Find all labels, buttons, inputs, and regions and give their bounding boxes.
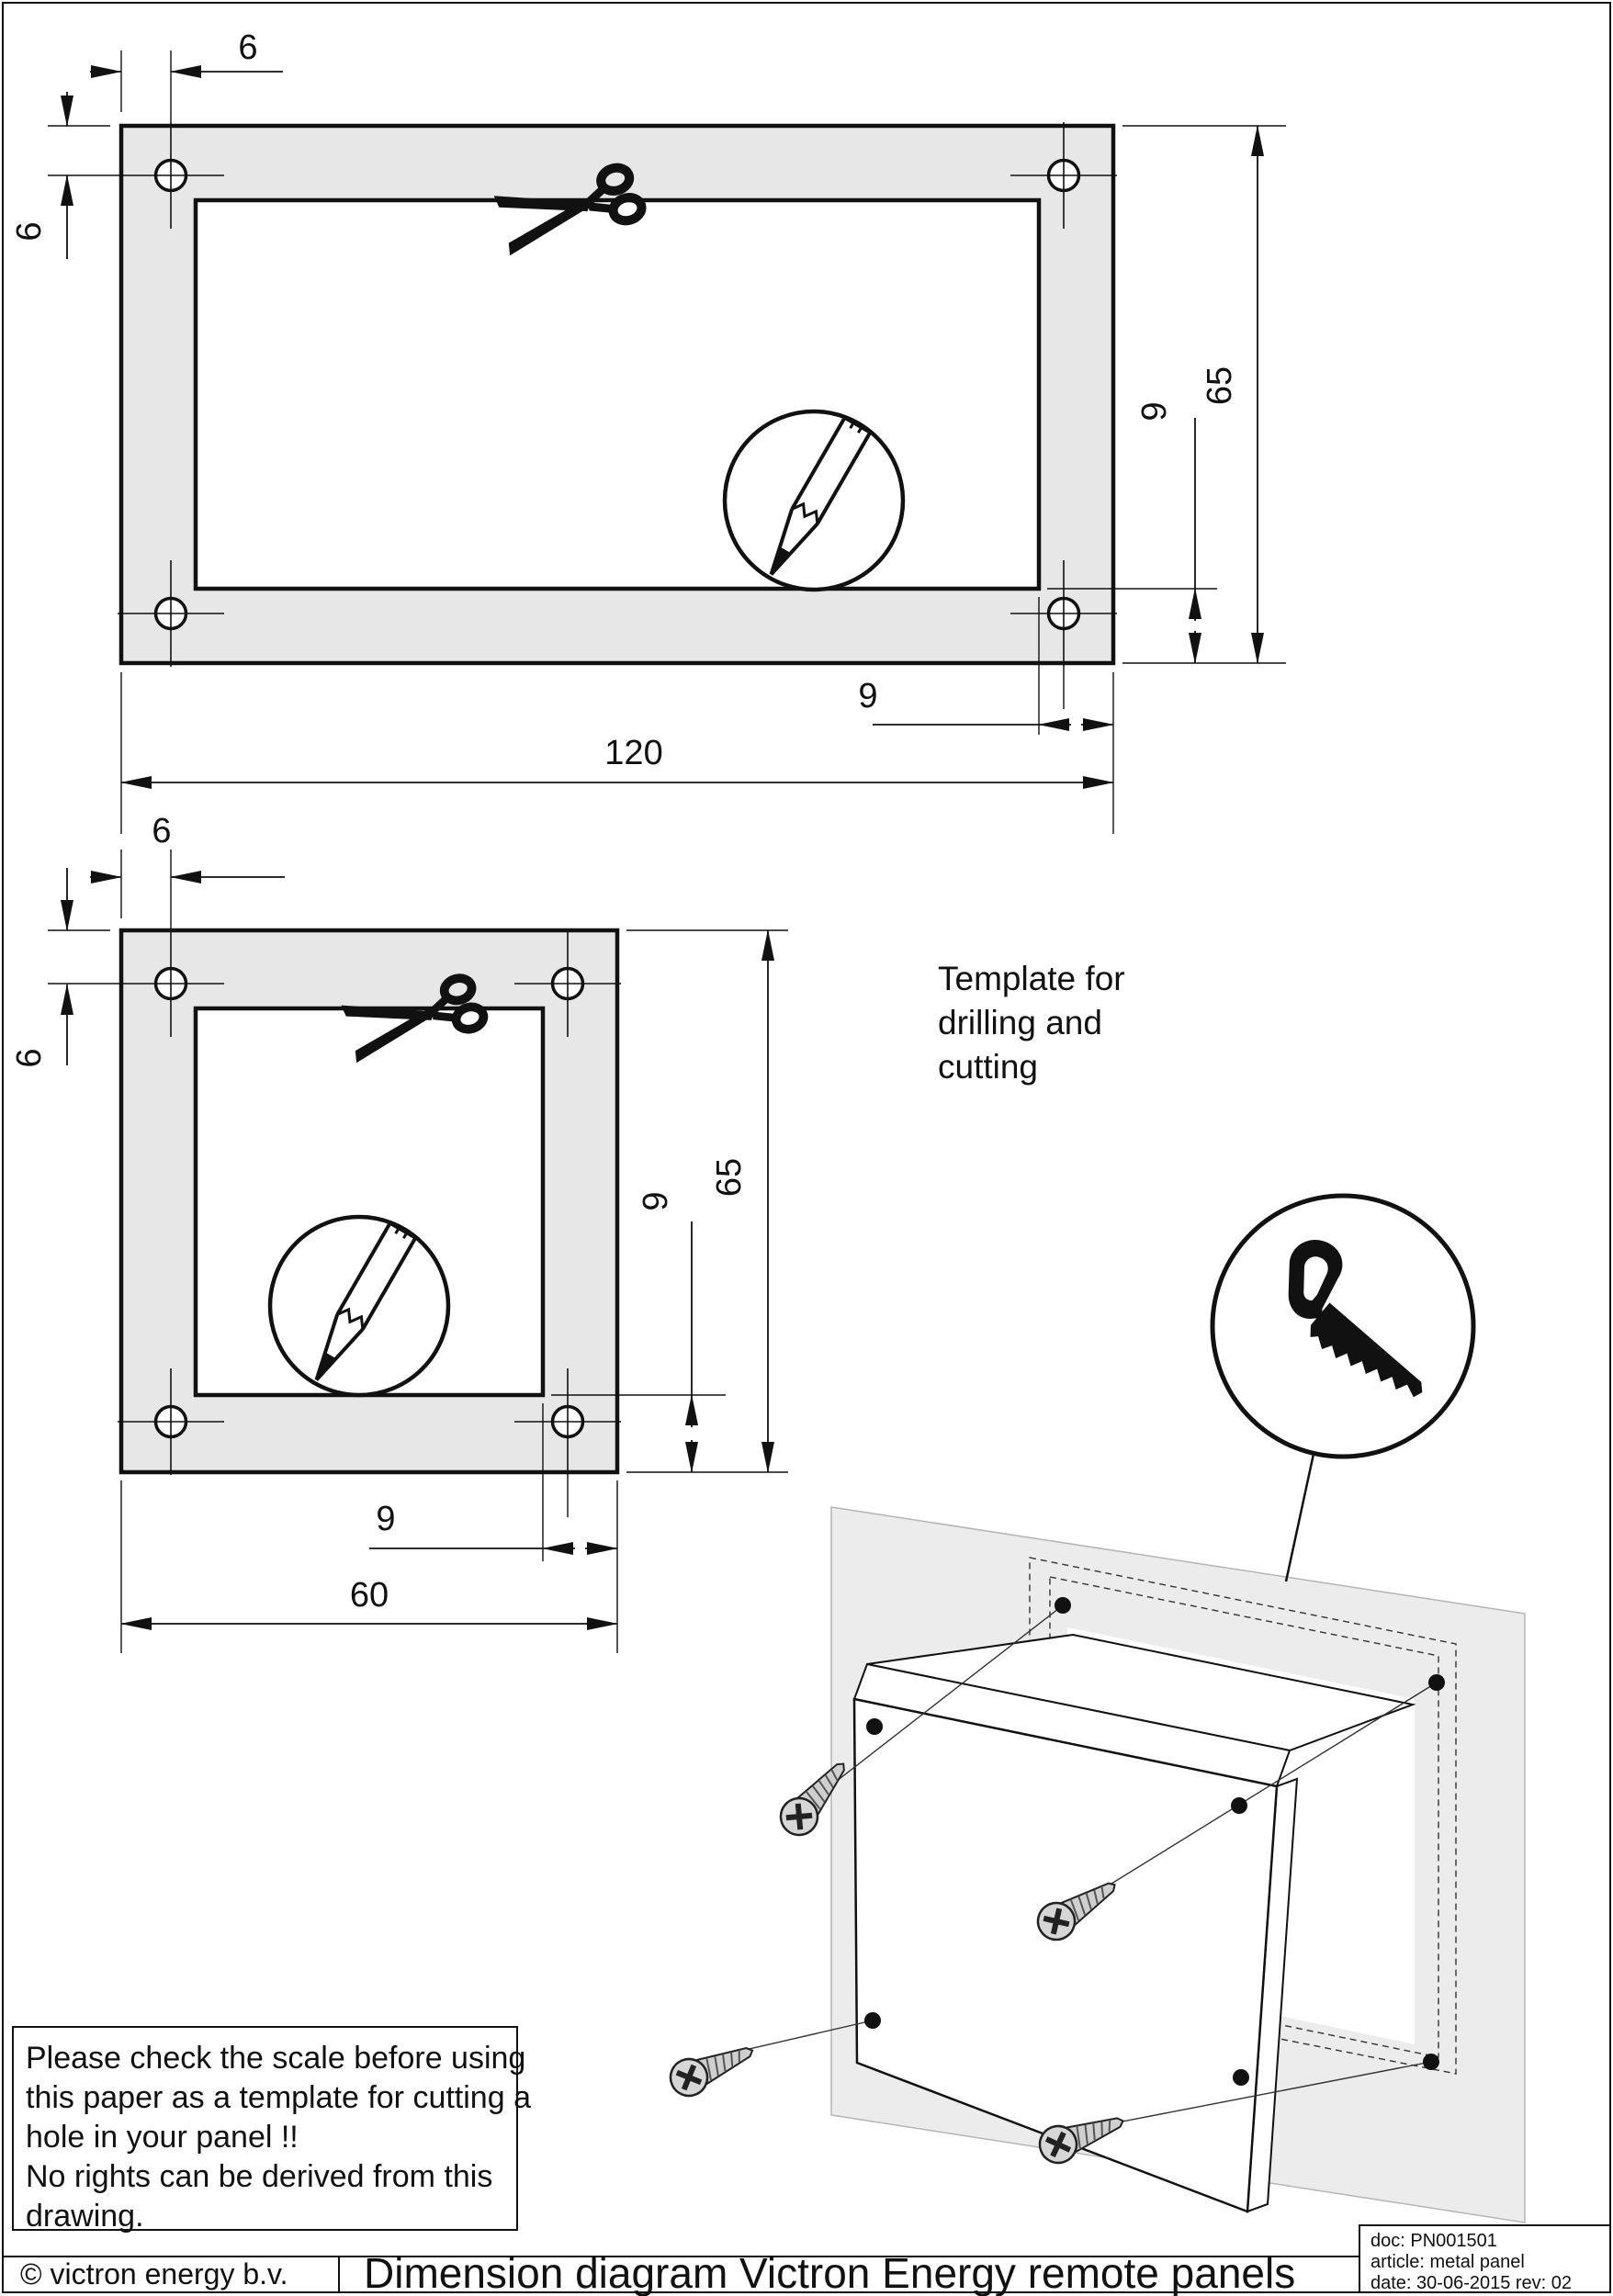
- dim-label-hole-offset-top: 6: [238, 28, 258, 67]
- note-line: hole in your panel !!: [26, 2120, 299, 2155]
- dim-label-margin-bottom: 9: [637, 1191, 675, 1211]
- annotation-line: Template for: [938, 960, 1125, 997]
- dim-label-margin-bottom: 9: [1135, 401, 1174, 422]
- title-bar: [3, 2225, 1610, 2296]
- dim-label-width: 120: [604, 734, 663, 772]
- template-small: [10, 812, 788, 1653]
- dim-label-hole-offset-top: 6: [152, 812, 172, 850]
- mounting-illustration: [665, 1196, 1525, 2223]
- dim-label-margin-right: 9: [376, 1500, 396, 1538]
- template-large-cutout: [196, 200, 1039, 589]
- dim-label-margin-right: 9: [858, 677, 878, 715]
- saw-leader-line: [1286, 1454, 1314, 1581]
- note-line: this paper as a template for cutting a: [26, 2080, 531, 2115]
- screw-icon: [665, 2033, 760, 2101]
- saw-icon: [1213, 1196, 1473, 1457]
- annotation-template-note: [938, 960, 1125, 1086]
- note-box: [13, 2027, 531, 2234]
- annotation-line: cutting: [938, 1048, 1039, 1086]
- dim-label-height: 65: [710, 1157, 749, 1198]
- dim-label-hole-offset-left: 6: [10, 221, 49, 242]
- pencil-icon: [270, 1217, 448, 1395]
- dim-label-width: 60: [349, 1576, 389, 1615]
- dim-label-hole-offset-left: 6: [10, 1048, 49, 1068]
- note-line: drawing.: [26, 2199, 144, 2234]
- copyright-text: © victron energy b.v.: [20, 2257, 288, 2290]
- doc-number: doc: PN001501: [1370, 2231, 1497, 2251]
- drawing-title: Dimension diagram Victron Energy remote panels: [364, 2249, 1296, 2296]
- template-large: [10, 28, 1286, 834]
- note-line: Please check the scale before using: [26, 2041, 526, 2076]
- article-name: article: metal panel: [1370, 2252, 1525, 2272]
- doc-date-rev: date: 30-06-2015 rev: 02: [1370, 2273, 1573, 2293]
- pencil-icon: [725, 411, 903, 590]
- dim-label-height: 65: [1201, 366, 1239, 406]
- note-line: No rights can be derived from this: [26, 2159, 493, 2194]
- annotation-line: drilling and: [938, 1004, 1102, 1041]
